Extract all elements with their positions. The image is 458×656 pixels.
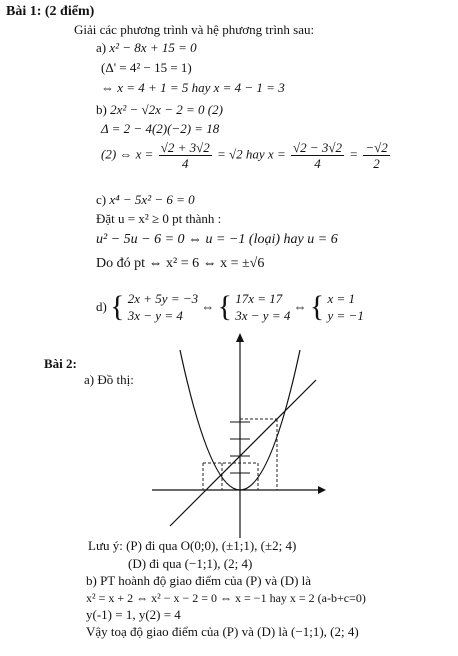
fraction-2-denominator: 4 xyxy=(314,156,321,171)
part-a-label: a) xyxy=(96,40,107,55)
system-2-row-2: 3x − y = 4 xyxy=(235,308,291,323)
part-c xyxy=(96,192,195,208)
fraction-3-numerator: −√2 xyxy=(365,140,388,155)
b-sol-pre: (2) ⇔ x = xyxy=(101,146,154,162)
part-a xyxy=(96,40,197,56)
part-b-delta: Δ = 2 − 4(2)(−2) = 18 xyxy=(101,121,220,136)
equiv-arrow-2: ⇔ xyxy=(293,299,307,314)
y-axis-arrow xyxy=(236,333,244,342)
fraction-2 xyxy=(291,140,344,171)
system-3-row-2: y = −1 xyxy=(327,308,364,323)
x-axis-arrow xyxy=(318,486,326,494)
part-d-label: d) xyxy=(96,299,107,314)
system-2 xyxy=(235,290,290,324)
fraction-1-numerator: √2 + 3√2 xyxy=(160,140,210,155)
bai2-b-title: b) PT hoành độ giao điểm của (P) và (D) là xyxy=(86,573,312,588)
part-a-delta: (Δ' = 4² − 15 = 1) xyxy=(101,60,192,75)
part-b-equation: 2x² − √2x − 2 = 0 (2) xyxy=(110,102,223,117)
system-1 xyxy=(128,290,198,324)
graph-note-P: Lưu ý: (P) đi qua O(0;0), (±1;1), (±2; 4) xyxy=(88,538,297,553)
part-d xyxy=(96,290,364,324)
fraction-3-denominator: 2 xyxy=(373,156,380,171)
bai2-title: Bài 2: xyxy=(44,356,77,371)
part-b-solution xyxy=(101,140,392,171)
fraction-1-denominator: 4 xyxy=(181,156,189,171)
system-3 xyxy=(328,290,364,324)
system-1-row-2: 3x − y = 4 xyxy=(127,308,183,323)
system-2-row-1: 17x = 17 xyxy=(235,291,283,306)
function-graph xyxy=(150,330,326,540)
part-a-solution: ⇔ x = 4 + 1 = 5 hay x = 4 − 1 = 3 xyxy=(101,80,285,95)
part-c-equation: x⁴ − 5x² − 6 = 0 xyxy=(109,192,195,207)
part-c-substitution: Đặt u = x² ≥ 0 pt thành : xyxy=(96,211,222,226)
part-c-u-equation: u² − 5u − 6 = 0 ⇔ u = −1 (loại) hay u = 6 xyxy=(96,232,338,247)
fraction-3 xyxy=(363,140,389,171)
part-b xyxy=(96,102,223,118)
fraction-2-numerator: √2 − 3√2 xyxy=(292,140,343,155)
left-brace-1: { xyxy=(110,290,125,323)
bai2-graph-label: a) Đồ thị: xyxy=(84,372,134,387)
b-sol-mid: = √2 hay x = xyxy=(217,146,286,162)
bai2-b-equation: x² = x + 2 ⇔ x² − x − 2 = 0 ⇔ x = −1 hay x = 2 (a-b+c=0) xyxy=(86,591,366,605)
bai2-b-conclusion: Vậy toạ độ giao điểm của (P) và (D) là (−1;1), (2; 4) xyxy=(86,624,359,639)
bai1-intro: Giải các phương trình và hệ phương trình sau: xyxy=(74,22,315,37)
b-sol-eq: = xyxy=(349,146,359,162)
left-brace-2: { xyxy=(217,290,233,323)
part-c-final: Do đó pt ⇔ x² = 6 ⇔ x = ±√6 xyxy=(96,256,265,271)
system-1-row-1: 2x + 5y = −3 xyxy=(127,291,199,306)
left-brace-3: { xyxy=(309,290,325,323)
bai2-b-values: y(-1) = 1, y(2) = 4 xyxy=(86,607,181,622)
equiv-arrow-1: ⇔ xyxy=(201,299,215,314)
part-a-equation: x² − 8x + 15 = 0 xyxy=(109,40,197,55)
system-3-row-1: x = 1 xyxy=(327,291,356,306)
part-c-label: c) xyxy=(96,192,107,207)
bai1-title: Bài 1: (2 điểm) xyxy=(6,4,95,19)
part-b-label: b) xyxy=(96,102,107,117)
graph-note-D: (D) đi qua (−1;1), (2; 4) xyxy=(128,556,253,571)
fraction-1 xyxy=(159,140,212,171)
